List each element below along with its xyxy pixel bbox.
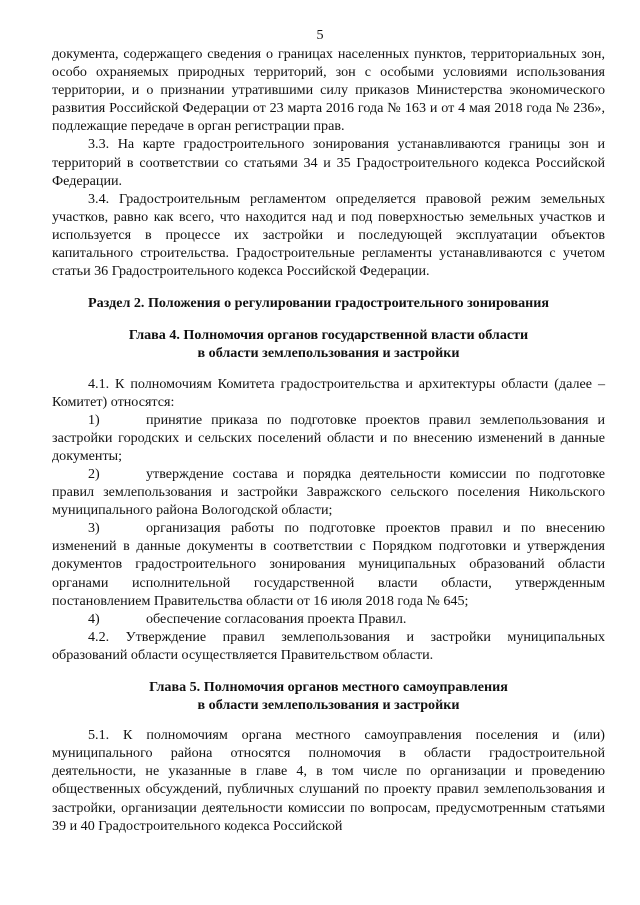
paragraph-5-1: 5.1. К полномочиям органа местного самоуправления поселения и (или) муниципального района относятся полномочия в области градостроительной деятельности, не указанные в главе 4, в том числе по организации и проведению общественных обсуждений, публичных слушаний по проекту правил землепользования и застройки, организации деятельности комиссии по вопросам, предусмотренным статьями 39 и 40 Градостроительного кодекса Российской [52,727,605,834]
paragraph-3-3: 3.3. На карте градостроительного зонирования устанавливаются границы зон и территорий в соответствии со статьями 34 и 35 Градостроительного кодекса Российской Федерации. [52,136,605,189]
chapter-5-title-line1: Глава 5. Полномочия органов местного самоуправления [149,679,508,695]
list-item [52,610,605,628]
list-item [52,519,605,609]
document-body [52,45,605,835]
paragraph-4-2: 4.2. Утверждение правил землепользования и застройки муниципальных образований области осуществляется Правительством области. [52,628,605,663]
chapter-4-heading [52,326,605,362]
chapter-5-title-line2: в области землепользования и застройки [197,697,460,714]
list-item [52,411,605,465]
list-item-number: 1) [88,411,100,428]
paragraph-3-4: 3.4. Градостроительным регламентом определяется правовой режим земельных участков, равно как всего, что находится над и под поверхностью земельных участков и используется в процессе их застройки и последующей эксплуатации объектов капитального строительства. Градостроительные регламенты устанавливаются с учетом статьи 36 Градостроительного кодекса Российской Федерации. [52,190,605,280]
page-number: 5 [316,27,324,43]
list-item-text: принятие приказа по подготовке проектов правил землепользования и застройки городских и сельских поселений области и по внесению изменений в данные документы; [52,411,605,464]
list-item-text: организация работы по подготовке проектов правил и по внесению изменений в данные документы в соответствии с Порядком подготовки и утверждения документов градостроительного зонирования муниципальных образований области органами исполнительной государственной власти области, утвержденным постановлением Правительства области от 16 июля 2018 года № 645; [52,520,605,609]
section-2-title: Раздел 2. Положения о регулировании градостроительного зонирования [88,295,550,312]
list-item-number: 3) [88,520,100,537]
intro-paragraph: документа, содержащего сведения о границах населенных пунктов, территориальных зон, особо охраняемых природных территорий, зон с особыми условиями использования территории, и о признании утратившими силу приказов Министерства экономического развития Российской Федерации от 23 марта 2016 года № 163 и от 4 мая 2018 года № 236», подлежащие передаче в орган регистрации прав. [52,46,605,135]
chapter-5-heading [52,678,605,714]
list-item-number: 2) [88,465,100,482]
list-item-text: обеспечение согласования проекта Правил. [146,610,407,627]
paragraph-4-1: 4.1. К полномочиям Комитета градостроительства и архитектуры области (далее – Комитет) относятся: [52,375,605,410]
list-item-text: утверждение состава и порядка деятельности комиссии по подготовке правил землепользования и застройки Завражского сельского поселения Никольского муниципального района Вологодской области; [52,465,605,519]
list-item [52,465,605,519]
chapter-4-title-line1: Глава 4. Полномочия органов государственной власти области [128,327,529,344]
chapter-4-title-line2: в области землепользования и застройки [197,345,460,362]
list-item-number: 4) [88,610,100,627]
